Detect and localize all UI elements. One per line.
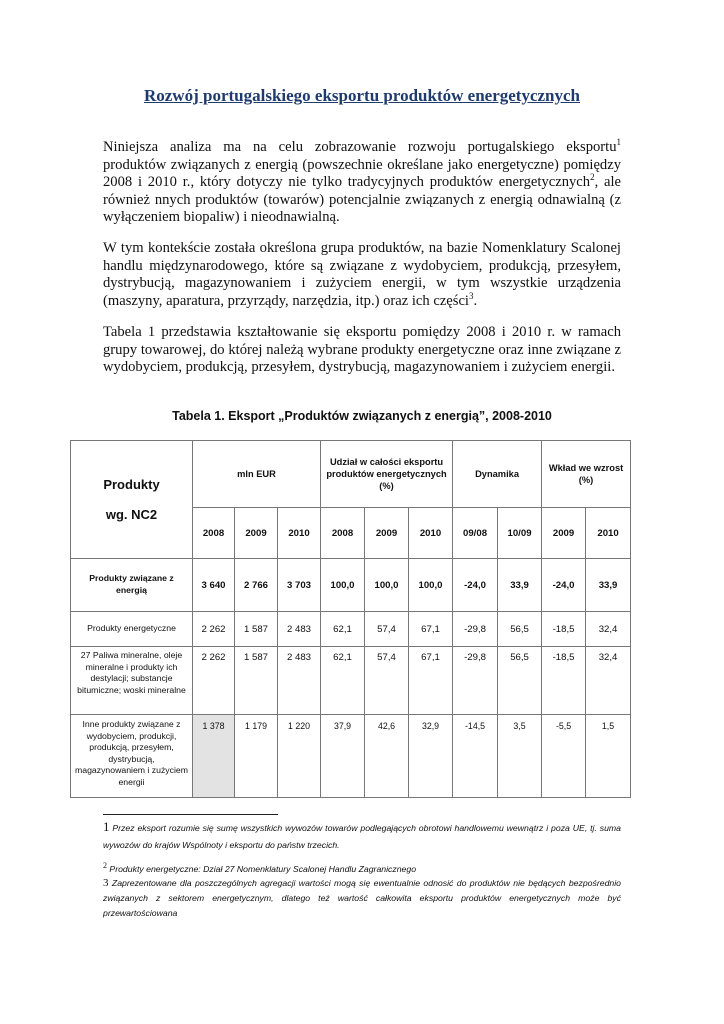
table-cell: 3,5 xyxy=(498,715,542,798)
table-cell: 32,4 xyxy=(586,647,631,715)
table-cell: 1 179 xyxy=(235,715,278,798)
table-cell: -24,0 xyxy=(453,559,498,612)
table-cell: 2 262 xyxy=(193,612,235,647)
table-cell: 2 483 xyxy=(278,647,321,715)
table-cell: 2 262 xyxy=(193,647,235,715)
table-cell: 32,9 xyxy=(409,715,453,798)
table-cell: 57,4 xyxy=(365,612,409,647)
row-label: 27 Paliwa mineralne, oleje mineralne i produkty ich destylacji; substancje bitumiczne; woski mineralne xyxy=(71,647,193,715)
table-cell: 100,0 xyxy=(321,559,365,612)
table-cell: -5,5 xyxy=(542,715,586,798)
year-header: 2009 xyxy=(235,508,278,559)
context-text-a: W tym kontekście została określona grupa produktów, na bazie Nomenklatury Scalonej handlu międzynarodowego, które są związane z wydobyciem, produkcją, przesyłem, dystrybucją, magazynowaniem i zużyciem energii, w tym wszystkie urządzenia (maszyny, aparatura, przyrządy, narzędzia, itp.) oraz ich części xyxy=(103,240,621,309)
footnote-text: Produkty energetyczne: Dział 27 Nomenklatury Scalonej Handlu Zagranicznego xyxy=(107,864,417,874)
footnote-ref-2[interactable]: 2 xyxy=(590,172,595,183)
footnote-divider xyxy=(103,814,278,815)
footnote-text: Zaprezentowane dla poszczególnych agregacji wartości mogą się ewentualnie odnosić do produktów nie będących bezpośrednio związanych z sektorem energetycznym, dlatego też wartość całkowita eksportu produktów energetycznych może być przewartościowana xyxy=(103,878,621,918)
year-header: 2010 xyxy=(409,508,453,559)
table-cell: 2 766 xyxy=(235,559,278,612)
produkty-header-label: Produkty xyxy=(103,476,160,492)
mln-eur-header: mln EUR xyxy=(193,441,321,508)
year-header: 09/08 xyxy=(453,508,498,559)
table-cell: 1 587 xyxy=(235,612,278,647)
footnote-2 xyxy=(103,863,621,875)
wklad-header: Wkład we wzrost (%) xyxy=(542,441,631,508)
context-paragraph xyxy=(103,240,621,310)
table-cell: -18,5 xyxy=(542,647,586,715)
table-cell: 56,5 xyxy=(498,612,542,647)
document-title: Rozwój portugalskiego eksportu produktów energetycznych xyxy=(143,86,580,105)
footnote-text: Przez eksport rozumie się sumę wszystkich wywozów towarów podlegających obrotowi handlowemu wewnątrz i poza UE, tj. suma wywozów do krajów Wspólnoty i eksportu do państw trzecich. xyxy=(103,823,621,850)
table-row xyxy=(71,715,631,798)
table-cell: 57,4 xyxy=(365,647,409,715)
table-intro-paragraph: Tabela 1 przedstawia kształtowanie się eksportu pomiędzy 2008 i 2010 r. w ramach grupy towarowej, do której należą wybrane produkty energetyczne oraz inne związane z wydobyciem, produkcją, przesyłem, dystrybucją, magazynowaniem i zużyciem energii. xyxy=(103,324,621,376)
year-header: 2009 xyxy=(365,508,409,559)
table-cell: 1 220 xyxy=(278,715,321,798)
intro-paragraph xyxy=(103,139,621,227)
footnote-1 xyxy=(103,818,621,854)
table-cell: 33,9 xyxy=(498,559,542,612)
produkty-header xyxy=(71,441,193,559)
udzial-header: Udział w całości eksportu produktów energetycznych (%) xyxy=(321,441,453,508)
nc2-header-label: wg. NC2 xyxy=(105,506,158,522)
table-cell: 32,4 xyxy=(586,612,631,647)
footnote-number: 1 xyxy=(103,819,110,834)
table-cell: 37,9 xyxy=(321,715,365,798)
year-header: 2008 xyxy=(193,508,235,559)
table-caption: Tabela 1. Eksport „Produktów związanych z energią”, 2008-2010 xyxy=(172,409,552,423)
table-cell: -14,5 xyxy=(453,715,498,798)
table-cell: 100,0 xyxy=(409,559,453,612)
table-cell: 62,1 xyxy=(321,612,365,647)
footnote-3 xyxy=(103,876,621,921)
table-cell: 1,5 xyxy=(586,715,631,798)
dynamika-header: Dynamika xyxy=(453,441,542,508)
row-label: Produkty związane z energią xyxy=(71,559,193,612)
footnote-number: 3 xyxy=(103,877,109,889)
export-table xyxy=(70,440,631,798)
table-cell: 42,6 xyxy=(365,715,409,798)
table-row xyxy=(71,612,631,647)
table-cell: -24,0 xyxy=(542,559,586,612)
year-header: 2009 xyxy=(542,508,586,559)
table-cell: -29,8 xyxy=(453,647,498,715)
table-cell: 1 378 xyxy=(193,715,235,798)
intro-text-b: produktów związanych z energią (powszechnie określane jako energetyczne) pomiędzy 2008 i 2010 r., który dotyczy nie tylko tradycyjnych produktów energetycznych xyxy=(103,156,621,191)
table-cell: 3 703 xyxy=(278,559,321,612)
table-cell: 3 640 xyxy=(193,559,235,612)
table-header-row xyxy=(71,441,631,508)
intro-text-c: , ale również nnych produktów (towarów) potencjalnie związanych z energią odnawialną (z wyłączeniem biopaliw) i nieodnawialną. xyxy=(103,174,621,226)
intro-text-a: Niniejsza analiza ma na celu zobrazowanie rozwoju portugalskiego eksportu xyxy=(103,139,617,155)
context-text-b: . xyxy=(473,292,478,309)
table-row xyxy=(71,647,631,715)
year-header: 2010 xyxy=(278,508,321,559)
row-label: Produkty energetyczne xyxy=(71,612,193,647)
table-cell: 67,1 xyxy=(409,612,453,647)
table-row xyxy=(71,559,631,612)
table-cell: 33,9 xyxy=(586,559,631,612)
footnote-ref-3[interactable]: 3 xyxy=(468,290,474,301)
year-header: 2010 xyxy=(586,508,631,559)
year-header: 10/09 xyxy=(498,508,542,559)
year-header: 2008 xyxy=(321,508,365,559)
table-cell: 67,1 xyxy=(409,647,453,715)
table-cell: 100,0 xyxy=(365,559,409,612)
table-cell: 56,5 xyxy=(498,647,542,715)
footnote-number: 2 xyxy=(103,861,107,871)
row-label: Inne produkty związane z wydobyciem, produkcji, produkcją, przesyłem, dystrybucją, magazynowaniem i zużyciem energii xyxy=(71,715,193,798)
table-cell: 1 587 xyxy=(235,647,278,715)
table-cell: 62,1 xyxy=(321,647,365,715)
table-cell: -29,8 xyxy=(453,612,498,647)
table-cell: -18,5 xyxy=(542,612,586,647)
footnote-ref-1[interactable]: 1 xyxy=(616,137,621,148)
table-cell: 2 483 xyxy=(278,612,321,647)
